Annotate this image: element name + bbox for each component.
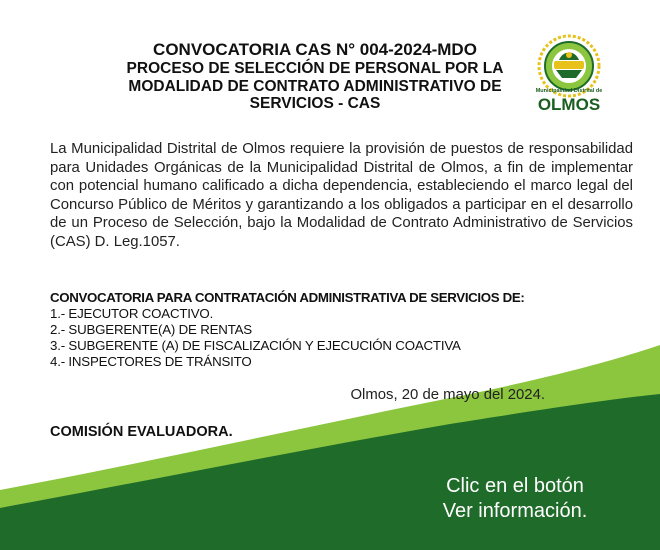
list-item: 1.- EJECUTOR COACTIVO. bbox=[50, 306, 214, 321]
subtitle-line-3: SERVICIOS - CAS bbox=[249, 95, 381, 112]
list-item: 3.- SUBGERENTE (A) DE FISCALIZACIÓN Y EJECUCIÓN COACTIVA bbox=[50, 338, 461, 353]
title-block bbox=[100, 40, 530, 113]
logo-emblem bbox=[539, 36, 599, 96]
commission-signature: COMISIÓN EVALUADORA. bbox=[50, 424, 233, 440]
list-item: 2.- SUBGERENTE(A) DE RENTAS bbox=[50, 322, 252, 337]
view-info-call-to-action[interactable] bbox=[400, 474, 630, 524]
position-list bbox=[50, 306, 640, 370]
subtitle-line-1: PROCESO DE SELECCIÓN DE PERSONAL POR LA bbox=[126, 60, 504, 77]
cta-line-2: Ver información. bbox=[442, 500, 588, 522]
logo-top-text: Municipalidad Distrital de bbox=[535, 88, 603, 94]
intro-paragraph: La Municipalidad Distrital de Olmos requiere la provisión de puestos de responsabilidad para Unidades Orgánicas de la Municipalidad Distrital de Olmos, a fin de implementar con potencial humano calificado a dicha dependencia, estableciendo el marco legal del Concurso Público de Méritos y garantizando a los obligados a participar en el desarrollo de un Proceso de Selección, bajo la Modalidad de Contrato Administrativo de Servicios (CAS) D. Leg.1057. bbox=[50, 141, 633, 250]
municipality-logo bbox=[528, 26, 610, 118]
issue-date: Olmos, 20 de mayo del 2024. bbox=[350, 387, 545, 403]
subtitle-line-2: MODALIDAD DE CONTRATO ADMINISTRATIVO DE bbox=[128, 77, 502, 95]
cta-line-1: Clic en el botón bbox=[446, 475, 584, 497]
page-title: CONVOCATORIA CAS N° 004-2024-MDO bbox=[153, 40, 477, 59]
list-item: 4.- INSPECTORES DE TRÁNSITO bbox=[50, 354, 252, 369]
convocatoria-heading: CONVOCATORIA PARA CONTRATACIÓN ADMINISTRATIVA DE SERVICIOS DE: bbox=[50, 290, 525, 305]
logo-name: OLMOS bbox=[537, 95, 601, 114]
convocatoria-section bbox=[50, 290, 640, 370]
